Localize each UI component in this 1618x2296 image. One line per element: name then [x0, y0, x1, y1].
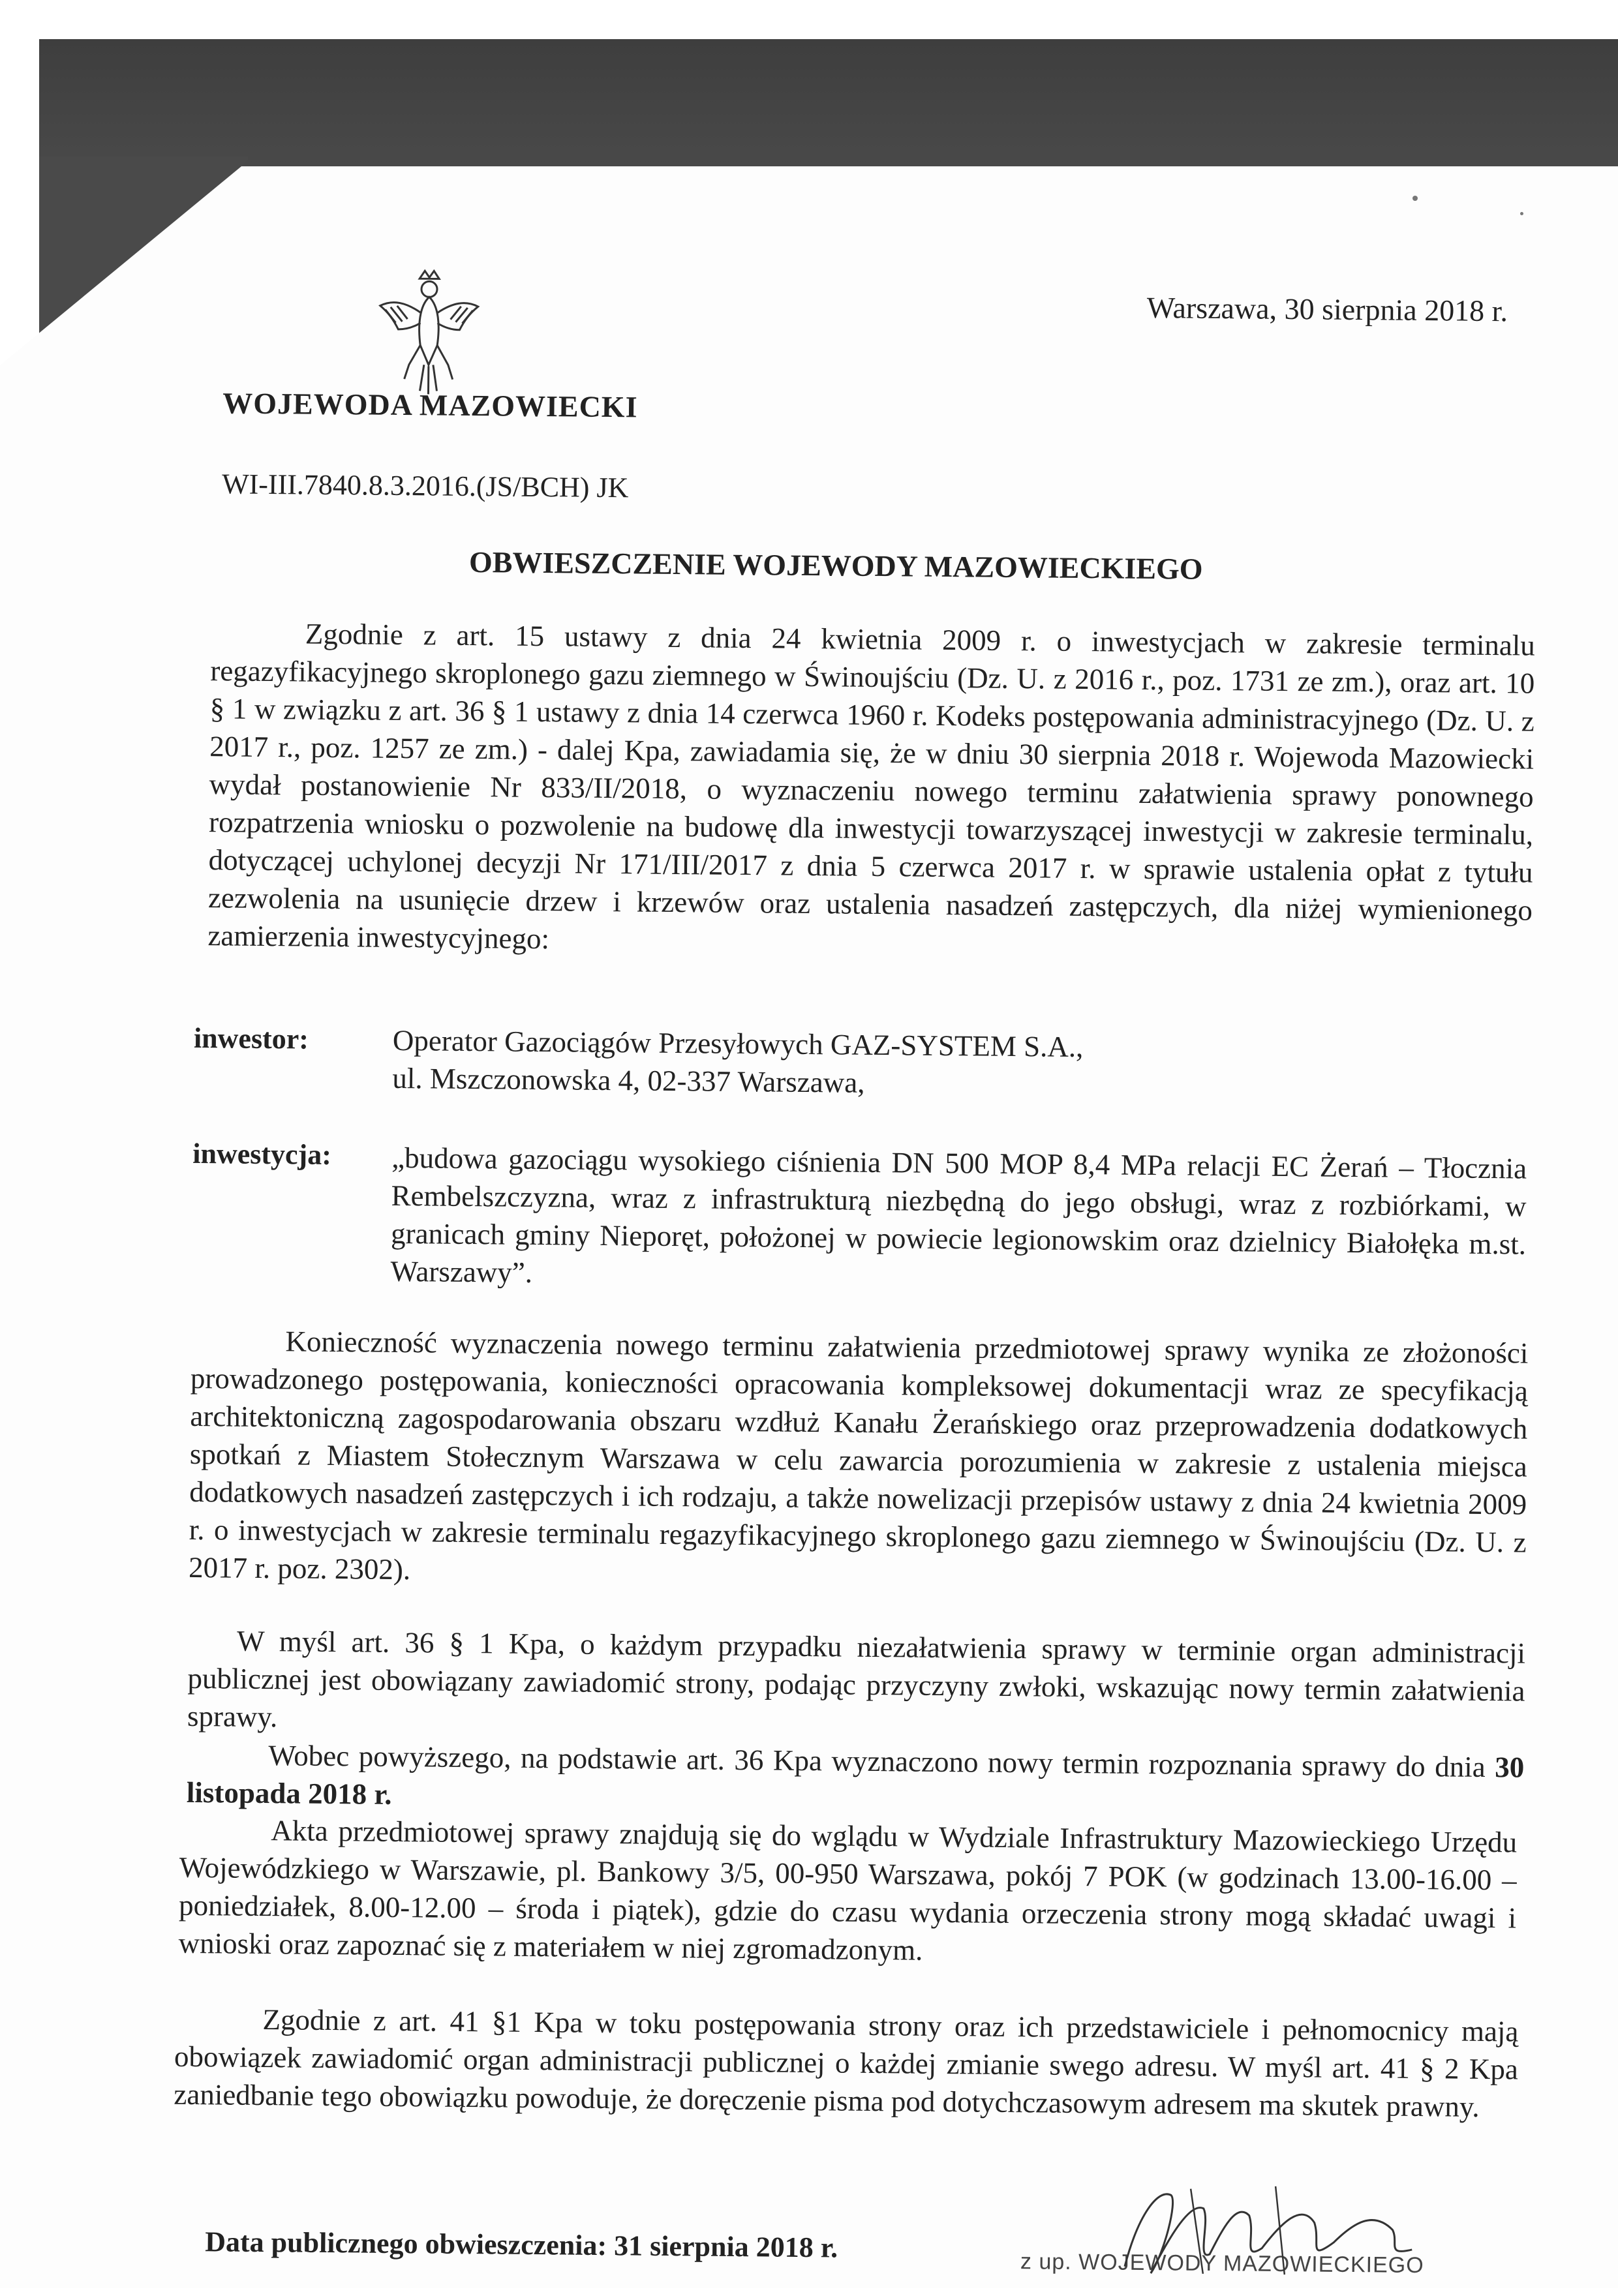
document-date: Warszawa, 30 sierpnia 2018 r. [1146, 290, 1508, 328]
paragraph-legal-basis: Zgodnie z art. 15 ustawy z dnia 24 kwietnia 2009 r. o inwestycjach w zakresie terminalu regazyfikacyjnego skroplonego gazu ziemnego w Świnoujściu (Dz. U. z 2016 r., poz. 1731 ze zm.), oraz art. 10 § 1 w związku z art. 36 § 1 ustawy z dnia 14 czerwca 1960 r. Kodeks postępowania administracyjnego (Dz. U. z 2017 r., poz. 1257 ze zm.) - dalej Kpa, zawiadamia się, że w dniu 30 sierpnia 2018 r. Wojewoda Mazowiecki wydał postanowienie Nr 833/II/2018, o wyznaczeniu nowego terminu załatwienia sprawy ponownego rozpatrzenia wniosku o pozwolenie na budowę dla inwestycji towarzyszącej inwestycji w zakresie terminalu, dotyczącej uchylonej decyzji Nr 171/III/2017 z dnia 5 czerwca 2017 r. w sprawie ustalenia opłat z tytułu zezwolenia na usunięcie drzew i krzewów oraz ustalenia nasadzeń zastępczych, dla niżej wymienionego zamierzenia inwestycyjnego: [207, 617, 1536, 956]
new-deadline-date: 30 listopada 2018 r. [186, 1751, 1525, 1811]
polish-eagle-emblem-icon [373, 267, 485, 399]
investor-label: inwestor: [193, 1021, 309, 1055]
paragraph-address-change: Zgodnie z art. 41 §1 Kpa w toku postępowania strony oraz ich przedstawiciele i pełnomocnicy mają obowiązek zawiadomić organ administracji publicznej o każdej zmianie swego adresu. W myśl art. 41 § 2 Kpa zaniedbanie tego obowiązku powoduje, że doręczenie pisma pod dotychczasowym adresem ma skutek prawny. [174, 2003, 1519, 2123]
paragraph-new-deadline [187, 1736, 1525, 1824]
investor-name: Operator Gazociągów Przesyłowych GAZ-SYSTEM S.A., [392, 1023, 1084, 1064]
paragraph-obligation: W myśl art. 36 § 1 Kpa, o każdym przypadku niezałatwienia sprawy w terminie organ administracji publicznej jest obowiązany zawiadomić strony, podając przyczyny zwłoki, wskazując nowy termin załatwienia sprawy. [187, 1624, 1526, 1734]
case-reference: WI-III.7840.8.3.2016.(JS/BCH) JK [221, 468, 629, 504]
document-title: OBWIESZCZENIE WOJEWODY MAZOWIECKIEGO [468, 545, 1203, 586]
project-description: „budowa gazociągu wysokiego ciśnienia DN 500 MOP 8,4 MPa relacji EC Żerań – Tłocznia Rembelszczyzna, wraz z infrastrukturą niezbędną do jego obsługi, wraz z rozbiórkami, w granicach gminy Nieporęt, położonej w powiecie legionowskim oraz dzielnicy Białołęka m.st. Warszawy”. [390, 1141, 1527, 1289]
investor-details [392, 1021, 1502, 1108]
scan-speck [1520, 212, 1523, 215]
paragraph-case-files: Akta przedmiotowej sprawy znajdują się do wglądu w Wydziale Infrastruktury Mazowieckiego Urzędu Wojewódzkiego w Warszawie, pl. Bankowy 3/5, 00-950 Warszawa, pokój 7 POK (w godzinach 13.00-16.00 – poniedziałek, 8.00-12.00 – środa i piątek), gdzie do czasu wydania orzeczenia strony mogą składać uwagi i wnioski oraz zapoznać się z materiałem w niej zgromadzonym. [178, 1814, 1518, 1967]
handwritten-signature [1112, 2175, 1426, 2289]
issuing-authority: WOJEWODA MAZOWIECKI [222, 386, 638, 424]
signature-stamp: z up. WOJEWODY MAZOWIECKIEGO [1020, 2249, 1424, 2278]
paragraph-reasons: Konieczność wyznaczenia nowego terminu załatwienia przedmiotowej sprawy wynika ze złożoności prowadzonego postępowania, konieczności opracowania kompleksowej dokumentacji wraz ze specyfikacją architektoniczną zagospodarowania obszaru wzdłuż Kanału Żerańskiego oraz przeprowadzenia dodatkowych spotkań z Miastem Stołecznym Warszawa w celu zawarcia porozumienia w zakresie z ustalenia miejsca dodatkowych nasadzeń zastępczych i ich rodzaju, a także nowelizacji przepisów ustawy z dnia 24 kwietnia 2009 r. o inwestycjach w zakresie terminalu regazyfikacyjnego skroplonego gazu ziemnego w Świnoujściu (Dz. U. z 2017 r. poz. 2302). [188, 1325, 1529, 1586]
scan-speck [1412, 196, 1418, 201]
investor-address: ul. Mszczonowska 4, 02-337 Warszawa, [392, 1061, 865, 1099]
project-label: inwestycja: [192, 1137, 332, 1171]
new-deadline-text: Wobec powyższego, na podstawie art. 36 Kpa wyznaczono nowy termin rozpoznania sprawy do dnia [268, 1739, 1495, 1784]
publication-date: Data publicznego obwieszczenia: 31 sierpnia 2018 r. [205, 2226, 838, 2264]
